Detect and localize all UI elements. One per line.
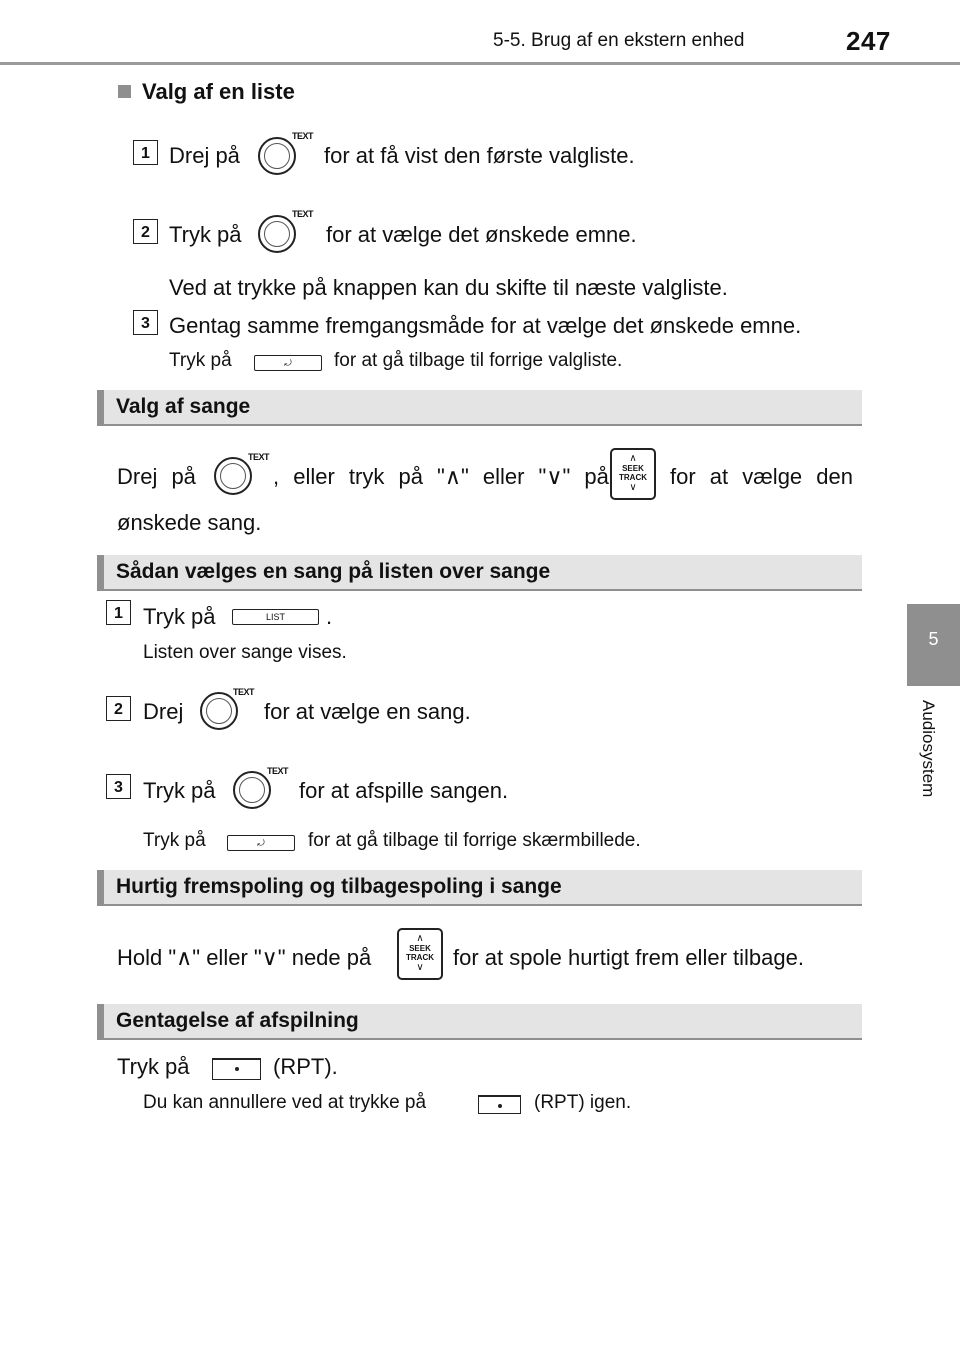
- song-select-text-line2: ønskede sang.: [117, 510, 262, 535]
- step-number-3: 3: [106, 774, 131, 799]
- step-number-3: 3: [133, 310, 158, 335]
- step-number-1: 1: [133, 140, 158, 165]
- song-list-step1-before: Tryk på: [143, 604, 216, 629]
- track-label: TRACK: [619, 473, 647, 482]
- song-list-step3-after: for at afspille sangen.: [299, 778, 509, 803]
- fast-text-after: for at spole hurtigt frem eller tilbage.: [453, 945, 804, 970]
- chapter-tab-label: [916, 700, 942, 820]
- song-list-step3-before: Tryk på: [143, 778, 216, 803]
- text-knob-label: TEXT: [248, 452, 270, 462]
- header-divider: [0, 62, 960, 65]
- repeat-note-after: (RPT) igen.: [534, 1092, 632, 1113]
- text-knob-icon: [233, 771, 271, 809]
- section-header-repeat: [97, 1004, 862, 1040]
- chapter-tab-number: 5: [907, 604, 960, 686]
- song-list-back-note-before: Tryk på: [143, 830, 206, 851]
- step-number-2: 2: [133, 219, 158, 244]
- repeat-text-after: (RPT).: [273, 1054, 338, 1079]
- repeat-note-before: Du kan annullere ved at trykke på: [143, 1092, 427, 1113]
- back-button-icon: ⤾: [254, 355, 322, 371]
- step2-note: Ved at trykke på knappen kan du skifte til næste valgliste.: [169, 275, 728, 300]
- back-note-before: Tryk på: [169, 350, 232, 371]
- text-knob-label: TEXT: [233, 687, 255, 697]
- chevron-up-icon: ∧: [629, 453, 637, 464]
- back-button-icon: ⤾: [227, 835, 295, 851]
- song-select-text-a: Drej på: [117, 464, 196, 489]
- text-knob-icon: [214, 457, 252, 495]
- chevron-up-icon: ∧: [416, 933, 424, 944]
- step-number-1: 1: [106, 600, 131, 625]
- step3-text: Gentag samme fremgangsmåde for at vælge det ønskede emne.: [169, 313, 802, 338]
- section-title: Sådan vælges en sang på listen over sange: [116, 560, 551, 583]
- section-title: Gentagelse af afspilning: [116, 1009, 359, 1032]
- list-button-icon: LIST: [232, 609, 319, 625]
- seek-label: SEEK: [409, 944, 431, 953]
- chapter-tab-label-text: Audiosystem: [919, 700, 938, 798]
- list-select-heading: Valg af en liste: [142, 79, 295, 104]
- text-knob-label: TEXT: [267, 766, 289, 776]
- page-number: 247: [846, 26, 891, 56]
- text-knob-icon: [258, 215, 296, 253]
- chapter-title: 5-5. Brug af en ekstern enhed: [493, 30, 745, 51]
- repeat-text-before: Tryk på: [117, 1054, 190, 1079]
- seek-label: SEEK: [622, 464, 644, 473]
- back-note-after: for at gå tilbage til forrige valgliste.: [334, 350, 623, 371]
- song-select-text-b: , eller tryk på "∧" eller "∨" på: [273, 464, 609, 489]
- step1-text-after: for at få vist den første valgliste.: [324, 143, 635, 168]
- song-select-text-c: for at vælge den: [670, 464, 853, 489]
- song-list-back-note-after: for at gå tilbage til forrige skærmbillede.: [308, 830, 641, 851]
- song-list-step1-after: .: [326, 604, 333, 629]
- song-list-step1-note: Listen over sange vises.: [143, 642, 347, 663]
- section-title: Valg af sange: [116, 395, 251, 418]
- heading-bullet: [118, 85, 131, 98]
- seek-track-button-icon: [397, 928, 443, 980]
- text-knob-label: TEXT: [292, 209, 314, 219]
- section-header-song-select: [97, 390, 862, 426]
- section-header-fast-forward: [97, 870, 862, 906]
- song-list-step2-before: Drej: [143, 699, 184, 724]
- section-header-song-list: [97, 555, 862, 591]
- track-label: TRACK: [406, 953, 434, 962]
- chevron-down-icon: ∨: [416, 962, 424, 973]
- text-knob-icon: [200, 692, 238, 730]
- section-title: Hurtig fremspoling og tilbagespoling i sange: [116, 875, 562, 898]
- step1-text-before: Drej på: [169, 143, 240, 168]
- fast-text-before: Hold "∧" eller "∨" nede på: [117, 945, 372, 970]
- text-knob-label: TEXT: [292, 131, 314, 141]
- text-knob-icon: [258, 137, 296, 175]
- step-number-2: 2: [106, 696, 131, 721]
- seek-track-button-icon: [610, 448, 656, 500]
- step2-text-before: Tryk på: [169, 222, 242, 247]
- rpt-button-icon: [212, 1058, 261, 1080]
- chevron-down-icon: ∨: [629, 482, 637, 493]
- rpt-button-icon: [478, 1095, 521, 1114]
- step2-text-after: for at vælge det ønskede emne.: [326, 222, 637, 247]
- song-list-step2-after: for at vælge en sang.: [264, 699, 471, 724]
